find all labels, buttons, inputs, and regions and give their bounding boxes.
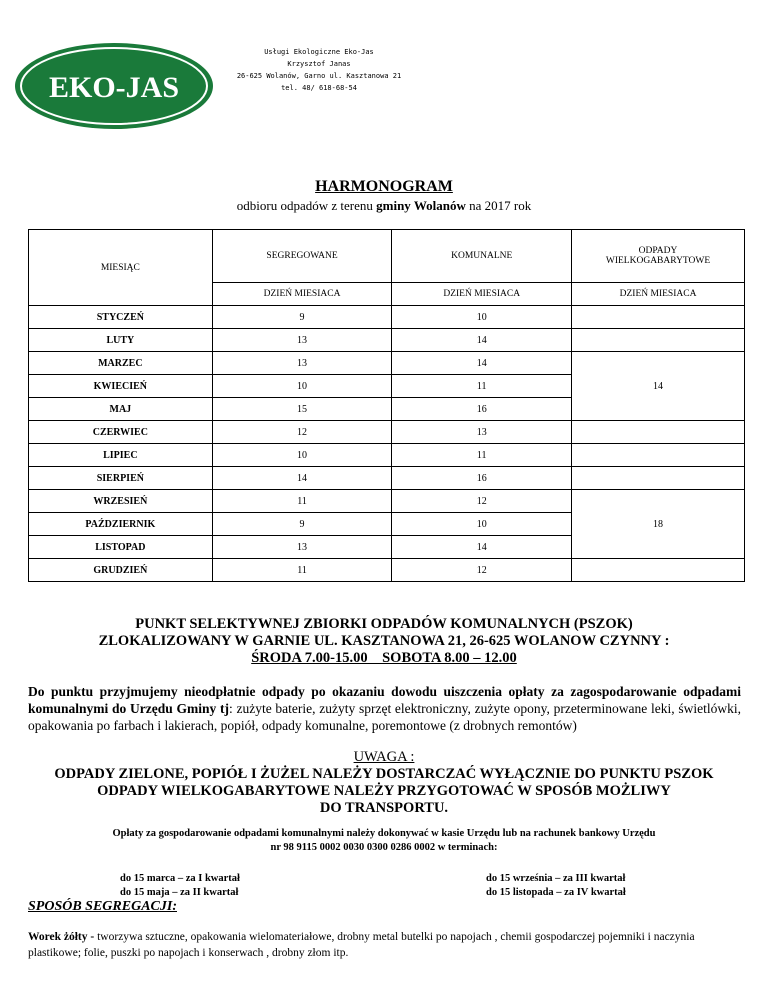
subheader-day: DZIEŃ MIESIACA	[212, 283, 392, 306]
segregowane-cell: 14	[212, 467, 392, 490]
komunalne-cell: 14	[392, 352, 572, 375]
komunalne-cell: 12	[392, 559, 572, 582]
company-address: 26-625 Wolanów, Garno ul. Kasztanowa 21	[236, 72, 402, 80]
segregowane-cell: 13	[212, 536, 392, 559]
segregowane-cell: 13	[212, 329, 392, 352]
uwaga-line-1: ODPADY ZIELONE, POPIÓŁ I ŻUŻEL NALEŻY DOSTARCZAĆ WYŁĄCZNIE DO PUNKTU PSZOK	[54, 766, 714, 782]
subheader-day: DZIEŃ MIESIACA	[392, 283, 572, 306]
month-cell: MARZEC	[29, 352, 213, 375]
company-info	[210, 46, 428, 94]
segregowane-cell: 15	[212, 398, 392, 421]
komunalne-cell: 14	[392, 329, 572, 352]
table-row	[29, 306, 745, 329]
subtitle-pre: odbioru odpadów z terenu	[236, 198, 377, 213]
table-row	[29, 352, 745, 375]
month-cell: CZERWIEC	[29, 421, 213, 444]
subtitle-post: na 2017 rok	[465, 198, 532, 213]
month-cell: PAŹDZIERNIK	[29, 513, 213, 536]
month-cell: LUTY	[29, 329, 213, 352]
page-subtitle	[0, 198, 768, 214]
segregowane-cell: 12	[212, 421, 392, 444]
company-owner: Krzysztof Janas	[287, 60, 351, 68]
header-segregowane: SEGREGOWANE	[212, 230, 392, 283]
komunalne-cell: 11	[392, 444, 572, 467]
logo-text: EKO-JAS	[48, 71, 180, 104]
segregation-heading: SPOSÓB SEGREGACJI:	[28, 899, 177, 914]
eko-jas-logo	[14, 42, 214, 130]
month-cell: SIERPIEŃ	[29, 467, 213, 490]
table-row	[29, 444, 745, 467]
table-row	[29, 559, 745, 582]
subheader-day: DZIEŃ MIESIACA	[572, 283, 745, 306]
deadline-q3: do 15 września – za III kwartał	[486, 873, 626, 884]
table-row	[29, 329, 745, 352]
bulky-cell	[572, 329, 745, 352]
page-title: HARMONOGRAM	[315, 178, 453, 195]
segregowane-cell: 11	[212, 490, 392, 513]
bulky-cell	[572, 444, 745, 467]
schedule-table	[28, 229, 745, 582]
komunalne-cell: 10	[392, 306, 572, 329]
komunalne-cell: 16	[392, 398, 572, 421]
bulky-cell	[572, 421, 745, 444]
komunalne-cell: 11	[392, 375, 572, 398]
uwaga-line-3: DO TRANSPORTU.	[319, 800, 449, 816]
month-cell: KWIECIEŃ	[29, 375, 213, 398]
yellow-bag-info	[28, 929, 746, 961]
komunalne-cell: 10	[392, 513, 572, 536]
company-name: Usługi Ekologiczne Eko-Jas	[264, 48, 374, 56]
segregowane-cell: 9	[212, 306, 392, 329]
pszok-info	[0, 616, 768, 667]
table-row	[29, 490, 745, 513]
month-cell: MAJ	[29, 398, 213, 421]
intro-rest: : zużyte baterie, zużyty sprzęt elektroniczny, zużyte opony, przeterminowane leki, świetlówki, opakowania po farbach i lakierach, popiół, odpady komunalne, poremontowe (z drobnych remontów)	[28, 701, 741, 733]
komunalne-cell: 16	[392, 467, 572, 490]
segregowane-cell: 9	[212, 513, 392, 536]
month-cell: GRUDZIEŃ	[29, 559, 213, 582]
header-month: MIESIĄC	[29, 230, 213, 306]
intro-paragraph	[28, 683, 741, 734]
yellow-bag-text: tworzywa sztuczne, opakowania wielomateriałowe, drobny metal butelki po napojach , chemii gospodarczej pojemniki i naczynia plastikowe; folie, puszki po napojach i konserwach , drobny złom itp.	[28, 931, 695, 959]
segregowane-cell: 10	[212, 375, 392, 398]
uwaga-notice	[0, 749, 768, 817]
bulky-cell	[572, 559, 745, 582]
table-row	[29, 421, 745, 444]
deadline-q1: do 15 marca – za I kwartał	[120, 873, 240, 884]
bulky-cell	[572, 467, 745, 490]
intro-bold: Do punktu przyjmujemy nieodpłatnie odpady po okazaniu dowodu uiszczenia opłaty za zagospodarowanie odpadami komunalnymi do Urzędu Gminy tj	[28, 684, 741, 716]
bulky-cell-merged: 18	[572, 490, 745, 559]
bulky-cell	[572, 306, 745, 329]
deadline-q4: do 15 listopada – za IV kwartał	[486, 887, 626, 898]
fees-info	[30, 827, 738, 855]
komunalne-cell: 13	[392, 421, 572, 444]
uwaga-line-2: ODPADY WIELKOGABARYTOWE NALEŻY PRZYGOTOWAĆ W SPOSÓB MOŻLIWY	[97, 783, 671, 799]
fees-line-2: nr 98 9115 0002 0030 0300 0286 0002 w terminach:	[270, 842, 498, 853]
segregowane-cell: 13	[212, 352, 392, 375]
month-cell: LISTOPAD	[29, 536, 213, 559]
company-phone: tel. 48/ 618-68-54	[281, 84, 357, 92]
komunalne-cell: 14	[392, 536, 572, 559]
header-wielkogabarytowe: ODPADY WIELKOGABARYTOWE	[572, 230, 745, 283]
month-cell: STYCZEŃ	[29, 306, 213, 329]
month-cell: WRZESIEŃ	[29, 490, 213, 513]
uwaga-label: UWAGA :	[353, 749, 415, 765]
table-row	[29, 467, 745, 490]
fees-line-1: Opłaty za gospodarowanie odpadami komunalnymi należy dokonywać w kasie Urzędu lub na rachunek bankowy Urzędu	[112, 828, 656, 839]
pszok-line-1: PUNKT SELEKTYWNEJ ZBIORKI ODPADÓW KOMUNALNYCH (PSZOK)	[135, 616, 633, 632]
yellow-bag-label: Worek żółty -	[28, 931, 95, 943]
deadline-q2: do 15 maja – za II kwartał	[120, 887, 239, 898]
month-cell: LIPIEC	[29, 444, 213, 467]
segregowane-cell: 10	[212, 444, 392, 467]
segregowane-cell: 11	[212, 559, 392, 582]
bulky-cell-merged: 14	[572, 352, 745, 421]
header-komunalne: KOMUNALNE	[392, 230, 572, 283]
subtitle-bold: gminy Wolanów	[376, 198, 466, 213]
pszok-line-2: ZLOKALIZOWANY W GARNIE UL. KASZTANOWA 21, 26-625 WOLANOW CZYNNY :	[98, 633, 670, 649]
pszok-hours: ŚRODA 7.00-15.00 SOBOTA 8.00 – 12.00	[251, 650, 517, 666]
komunalne-cell: 12	[392, 490, 572, 513]
